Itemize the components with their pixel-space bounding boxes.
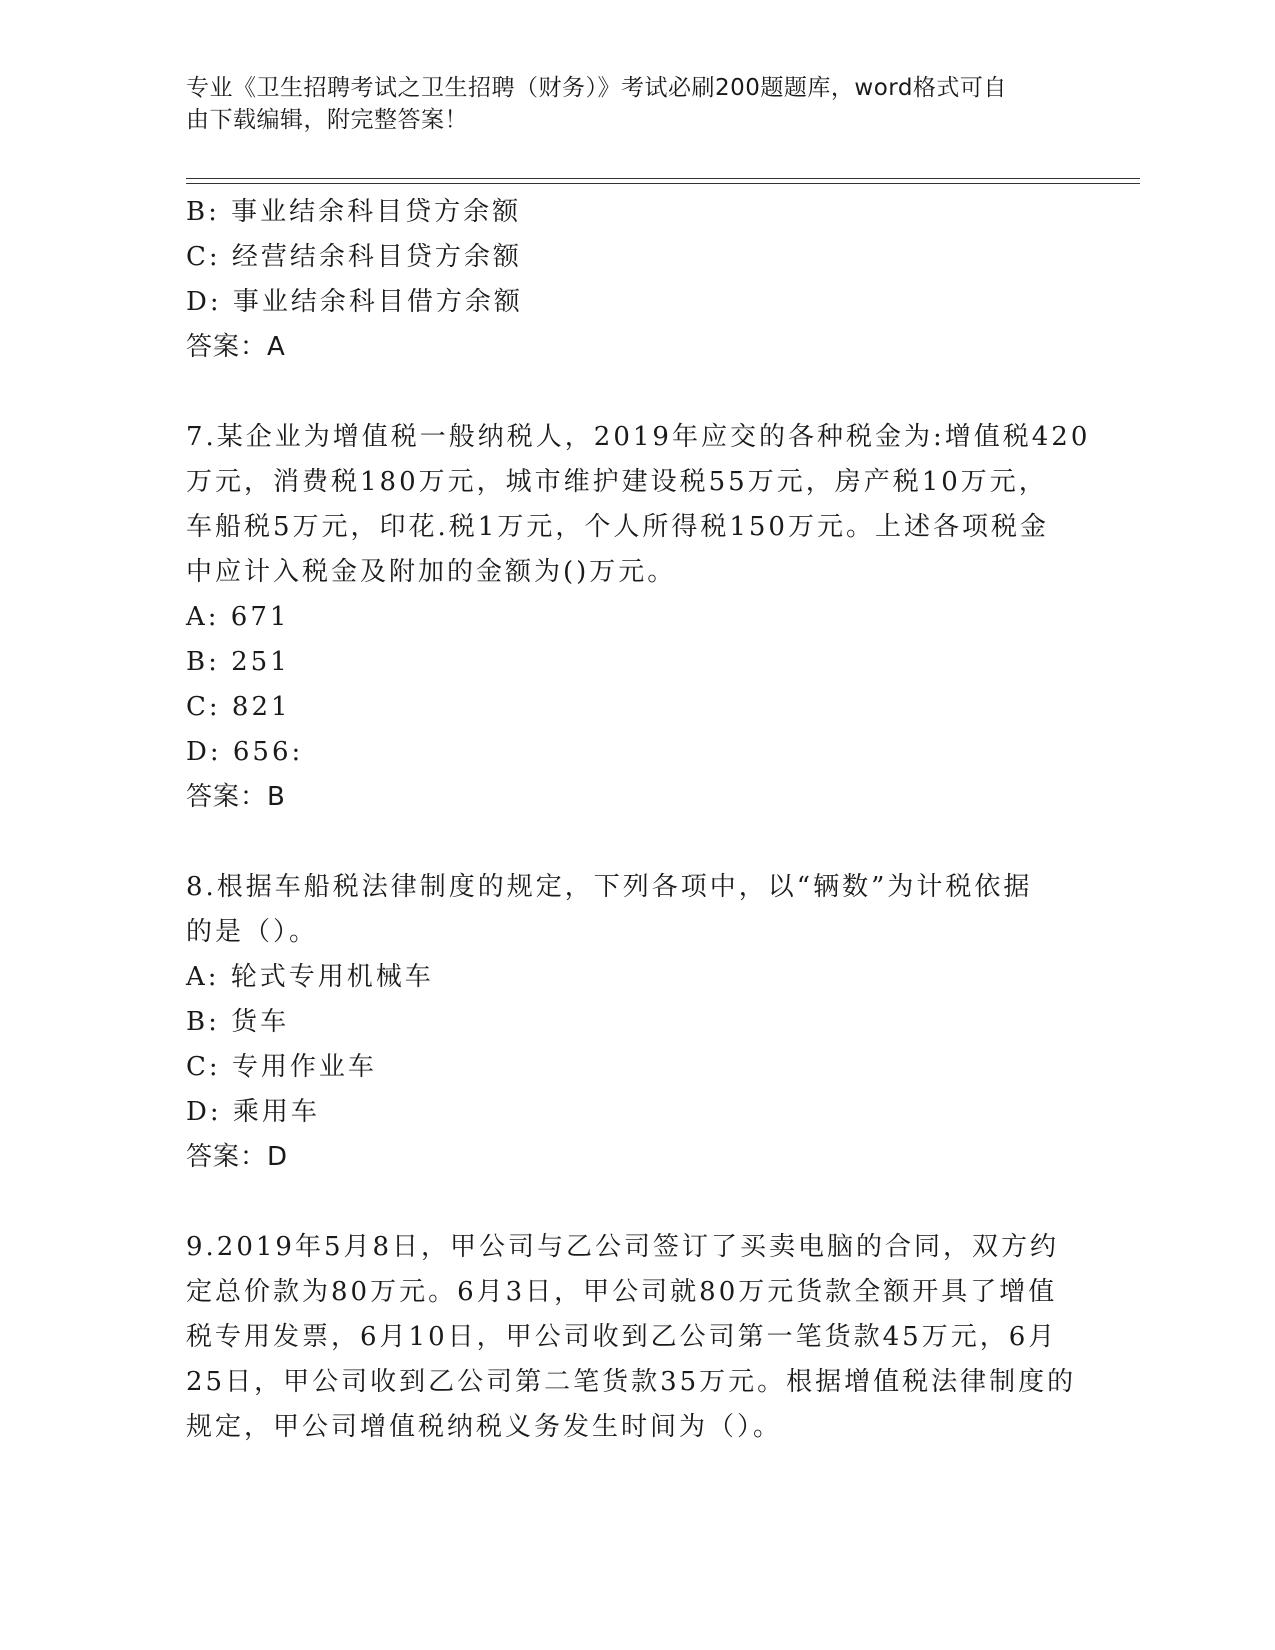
option-c: C: 821 <box>186 692 291 722</box>
question-stem-line: 中应计入税金及附加的金额为()万元。 <box>186 557 677 587</box>
answer-line: 答案：B <box>186 782 286 812</box>
question-8 <box>186 865 1086 1180</box>
answer-line: 答案：D <box>186 1142 289 1172</box>
option-a: A: 671 <box>186 602 290 632</box>
question-9 <box>186 1225 1086 1450</box>
question-stem-line: 车船税5万元，印花.税1万元，个人所得税150万元。上述各项税金 <box>186 512 1049 542</box>
option-d: D: 乘用车 <box>186 1097 320 1127</box>
header-divider-top <box>186 178 1140 179</box>
question-stem-line: 的是（）。 <box>186 917 319 947</box>
option-c: C: 经营结余科目贷方余额 <box>186 242 522 272</box>
question-stem-line: 8.根据车船税法律制度的规定，下列各项中，以“辆数”为计税依据 <box>186 872 1033 902</box>
option-d: D: 656: <box>186 737 304 767</box>
question-stem-line: 9.2019年5月8日，甲公司与乙公司签订了买卖电脑的合同，双方约 <box>186 1232 1060 1262</box>
option-b: B: 事业结余科目贷方余额 <box>186 197 522 227</box>
header-divider-bottom <box>186 183 1140 184</box>
option-b: B: 货车 <box>186 1007 290 1037</box>
option-b: B: 251 <box>186 647 290 677</box>
question-content <box>186 190 1091 1450</box>
option-c: C: 专用作业车 <box>186 1052 377 1082</box>
option-a: A: 轮式专用机械车 <box>186 962 434 992</box>
question-stem-line: 万元，消费税180万元，城市维护建设税55万元，房产税10万元， <box>186 467 1048 497</box>
document-header <box>186 72 1066 136</box>
header-line-1: 专业《卫生招聘考试之卫生招聘（财务）》考试必刷200题题库，word格式可自 <box>186 75 1007 101</box>
question-stem-line: 定总价款为80万元。6月3日，甲公司就80万元货款全额开具了增值 <box>186 1277 1058 1307</box>
question-stem-line: 7.某企业为增值税一般纳税人，2019年应交的各种税金为:增值税420 <box>186 422 1091 452</box>
question-stem-line: 25日，甲公司收到乙公司第二笔货款35万元。根据增值税法律制度的 <box>186 1367 1077 1397</box>
answer-line: 答案：A <box>186 332 286 362</box>
question-stem-line: 规定，甲公司增值税纳税义务发生时间为（）。 <box>186 1412 783 1442</box>
question-7 <box>186 415 1091 820</box>
prev-question <box>186 190 1086 370</box>
header-line-2: 由下载编辑，附完整答案！ <box>186 107 468 133</box>
question-stem-line: 税专用发票，6月10日，甲公司收到乙公司第一笔货款45万元，6月 <box>186 1322 1058 1352</box>
option-d: D: 事业结余科目借方余额 <box>186 287 523 317</box>
